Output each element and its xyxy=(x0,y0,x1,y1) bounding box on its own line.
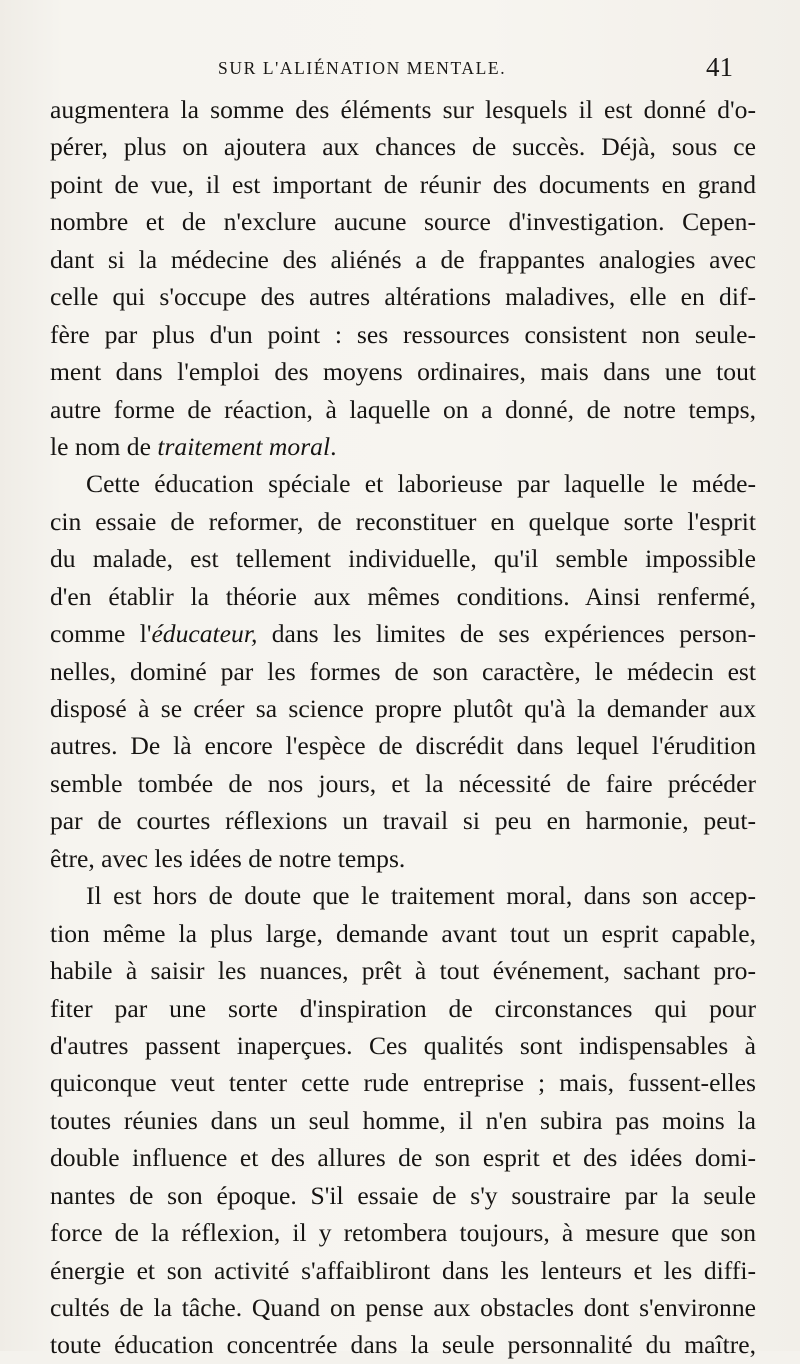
text-line: énergie et son activité s'affaibliront dans les lenteurs et les diffi- xyxy=(50,1255,756,1285)
text-line xyxy=(50,615,756,652)
text-line: pérer, plus on ajoutera aux chances de succès. Déjà, sous ce xyxy=(50,132,756,162)
running-head xyxy=(0,52,800,92)
text-line: tion même la plus large, demande avant tout un esprit capable, xyxy=(50,918,756,948)
text-line: celle qui s'occupe des autres altérations maladives, elle en dif- xyxy=(50,282,756,312)
text-line: fère par plus d'un point : ses ressources consistent non seule- xyxy=(50,319,756,349)
text-line: ment dans l'emploi des moyens ordinaires, mais dans une tout xyxy=(50,357,756,387)
text-line: cultés de la tâche. Quand on pense aux obstacles dont s'environne xyxy=(50,1293,756,1322)
paragraph-start-line: Il est hors de doute que le traitement moral, dans son accep- xyxy=(86,881,756,911)
text-line: par de courtes réflexions un travail si peu en harmonie, peut- xyxy=(50,806,756,836)
text-line: nelles, dominé par les formes de son caractère, le médecin est xyxy=(50,656,756,686)
text-line: être, avec les idées de notre temps. xyxy=(50,843,406,873)
text-line: double influence et des allures de son esprit et des idées domi- xyxy=(50,1143,756,1173)
text-line: semble tombée de nos jours, et la nécessité de faire précéder xyxy=(50,768,756,798)
text-line: fiter par une sorte d'inspiration de circonstances qui pour xyxy=(50,993,756,1023)
text-run: le nom de xyxy=(50,431,158,461)
text-line: autre forme de réaction, à laquelle on a donné, de notre temps, xyxy=(50,394,756,424)
text-line: toute éducation concentrée dans la seule personnalité du maître, xyxy=(50,1330,756,1360)
text-line: autres. De là encore l'espèce de discrédit dans lequel l'érudition xyxy=(50,731,756,761)
text-line: cin essaie de reformer, de reconstituer en quelque sorte l'esprit xyxy=(50,506,756,536)
body-text xyxy=(50,91,756,1364)
text-run: . xyxy=(330,431,337,461)
text-line: quiconque veut tenter cette rude entreprise ; mais, fussent-elles xyxy=(50,1068,756,1098)
text-line: toutes réunies dans un seul homme, il n'en subira pas moins la xyxy=(50,1105,756,1135)
text-line: du malade, est tellement individuelle, qu'il semble impossible xyxy=(50,544,756,574)
text-line: nantes de son époque. S'il essaie de s'y soustraire par la seule xyxy=(50,1180,756,1210)
text-line: point de vue, il est important de réunir des documents en grand xyxy=(50,169,756,199)
text-run: comme l' xyxy=(50,619,152,649)
italic-term: éducateur, xyxy=(151,619,258,649)
italic-term: traitement moral xyxy=(157,431,331,461)
text-run: dans les limites de ses expériences person- xyxy=(257,619,756,649)
text-line: nombre et de n'exclure aucune source d'investigation. Cepen- xyxy=(50,207,756,237)
page-number: 41 xyxy=(706,52,733,82)
text-line: force de la réflexion, il y retombera toujours, à mesure que son xyxy=(50,1218,756,1248)
text-line: dant si la médecine des aliénés a de frappantes analogies avec xyxy=(50,244,756,274)
running-title: SUR L'ALIÉNATION MENTALE. xyxy=(218,58,507,78)
text-line: habile à saisir les nuances, prêt à tout événement, sachant pro- xyxy=(50,956,756,986)
text-line: d'en établir la théorie aux mêmes conditions. Ainsi renfermé, xyxy=(50,581,756,611)
text-line: disposé à se créer sa science propre plutôt qu'à la demander aux xyxy=(50,694,756,723)
text-line xyxy=(50,428,756,465)
paragraph-start-line: Cette éducation spéciale et laborieuse par laquelle le méde- xyxy=(86,469,756,499)
text-line: d'autres passent inaperçues. Ces qualités sont indispensables à xyxy=(50,1030,756,1060)
text-line: augmentera la somme des éléments sur lesquels il est donné d'o- xyxy=(50,95,756,124)
